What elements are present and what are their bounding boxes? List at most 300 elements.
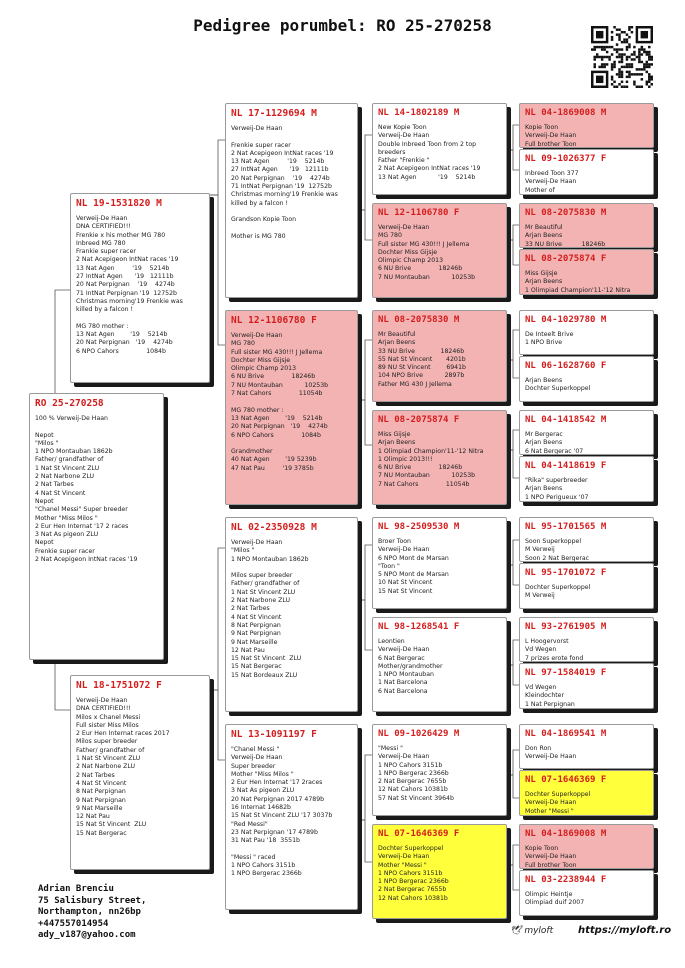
detail-line: Full sister MG 430!!! J Jellema	[378, 240, 470, 248]
detail-line: 1 NPO Cahors 3151b	[231, 862, 296, 870]
detail-line: Mr Beautiful	[525, 224, 563, 231]
father-card	[70, 193, 210, 383]
detail-line: 4 Nat St Vincent	[231, 613, 282, 621]
detail-line: M Verweij	[525, 592, 555, 600]
gen4-card	[519, 870, 654, 916]
detail-line: Grandmother	[231, 448, 273, 456]
detail-line: Father "Frenkie "	[378, 157, 430, 165]
gen4-ring: NL 08-2075874 F	[525, 254, 607, 264]
detail-line: 1 NPO Brive	[525, 339, 563, 347]
detail-line: Verweij-De Haan	[525, 753, 577, 761]
detail-line: killed by a falcon !	[231, 199, 289, 207]
gen4-details	[525, 791, 648, 816]
detail-line: Verweij-De Haan	[525, 799, 577, 807]
detail-line: MG 780	[378, 232, 402, 240]
gen4-ring: NL 04-1418542 M	[525, 415, 607, 425]
gen4-details	[525, 377, 648, 394]
gen4-ring: NL 97-1584019 F	[525, 668, 607, 678]
gen4-card	[519, 410, 654, 455]
gen4-card	[519, 456, 654, 502]
detail-line: Soon 2 Nat Bergerac	[525, 554, 590, 562]
gen3-ring: NL 14-1802189 M	[378, 108, 460, 118]
detail-line: Don Ron	[525, 745, 552, 752]
detail-line: 4 Nat St Vincent	[76, 779, 127, 787]
pigeon-icon: 🕊	[510, 926, 522, 936]
detail-line: Milos super breeder	[231, 572, 293, 580]
detail-line	[231, 440, 352, 448]
detail-line: 2 Nat Acepigeon IntNat races '19	[378, 165, 481, 173]
detail-line: 1 Nat Perpignan	[525, 700, 575, 708]
detail-line: Frenkie super racer	[231, 141, 291, 149]
detail-line: 13 Nat Agen '19 5214b	[76, 264, 170, 272]
detail-line: 15 Nat St Vincent ZLU '17 3037b	[231, 812, 333, 820]
detail-line	[231, 133, 352, 141]
detail-line: "Red Messi"	[231, 820, 268, 828]
detail-line: Vd Wegen	[525, 646, 557, 654]
detail-line: 13 Nat Agen '19 5214b	[76, 331, 168, 339]
gen3-details	[378, 745, 501, 803]
gen4-card	[519, 356, 654, 402]
detail-line: New Kopie Toon	[378, 124, 427, 131]
detail-line: MG 780 mother :	[231, 406, 284, 414]
detail-line: Mr Bergerac	[525, 431, 563, 438]
detail-line: 1 NPO Montauban 1862b	[231, 555, 309, 563]
detail-line: Full sister Miss Milos	[76, 721, 139, 729]
detail-line: 89 NU St Vincent 6941b	[378, 364, 466, 372]
detail-line: Verweij-De Haan	[76, 215, 128, 222]
gen3-details	[378, 845, 501, 903]
detail-line: Nepot	[35, 497, 54, 505]
detail-line: Father/ grandfather of	[76, 746, 145, 754]
detail-line: 1 NPO Cahors 3151b	[378, 761, 443, 769]
gen4-card	[519, 249, 654, 295]
detail-line: DNA CERTIFIED!!!	[76, 705, 131, 713]
detail-line: 12 Nat Pau	[231, 646, 265, 654]
myloft-logo	[510, 926, 553, 936]
detail-line: 15 Nat Bordeaux ZLU	[231, 671, 298, 679]
gen4-details	[525, 538, 648, 562]
mother-details	[76, 697, 204, 838]
father-ring: NL 19-1531820 M	[76, 198, 162, 209]
detail-line	[35, 423, 158, 431]
detail-line: 1 Nat St Vincent ZLU	[35, 464, 100, 472]
detail-line: 15 Nat Bergerac	[76, 829, 127, 837]
gen4-ring: NL 04-1869008 M	[525, 108, 607, 118]
gen4-card	[519, 310, 654, 355]
detail-line: 10 Nat St Vincent	[378, 579, 433, 587]
gen3-ring: NL 09-1026429 M	[378, 729, 460, 739]
detail-line: 1 Nat St Vincent ZLU	[231, 588, 296, 596]
gen4-details	[525, 331, 648, 348]
detail-line: "Milos "	[35, 439, 59, 447]
detail-line: Mother of	[525, 186, 555, 194]
gen3-card	[372, 203, 507, 298]
detail-line: 71 IntNat Perpignan '19 12752b	[76, 289, 177, 297]
gen3-details	[378, 431, 501, 489]
detail-line: 104 NPO Brive 2897b	[378, 372, 465, 380]
owner-address-street: 75 Salisbury Street,	[38, 895, 147, 906]
detail-line: 13 Nat Agen '19 5214b	[231, 414, 323, 422]
detail-line: Leontien	[378, 638, 405, 645]
detail-line: 1 NPO Montauban	[378, 671, 434, 679]
gen4-card	[519, 770, 654, 816]
gen4-details	[525, 124, 648, 148]
gen4-ring: NL 03-2238944 F	[525, 875, 607, 885]
detail-line: 7 NU Montauban 10253b	[378, 273, 476, 281]
detail-line: Arjan Beens	[525, 439, 563, 447]
detail-line: "Chanel Messi" Super breeder	[35, 506, 128, 514]
owner-name: Adrian Brenciu	[38, 884, 114, 894]
detail-line	[231, 208, 352, 216]
detail-line: 7 Nat Cahors 11054b	[231, 390, 323, 398]
owner-contact	[38, 884, 146, 942]
detail-line: Arjan Beens	[378, 339, 416, 347]
gen4-details	[525, 270, 648, 295]
detail-line: 2 Nat Narbone ZLU	[76, 763, 135, 771]
detail-line: 6 NPO Cahors 1084b	[231, 431, 321, 439]
detail-line: 1 NPO Montauban 1862b	[35, 448, 113, 456]
detail-line	[231, 564, 352, 572]
detail-line: 6 NU Brive 18246b	[231, 373, 316, 381]
father-details	[76, 215, 204, 356]
grandparent-details	[231, 332, 352, 473]
detail-line: "Toon "	[378, 562, 400, 570]
detail-line: 2 Nat Narbone ZLU	[231, 597, 290, 605]
gen3-card	[372, 724, 507, 816]
detail-line: 100 % Verweij-De Haan	[35, 415, 108, 422]
grandparent-details	[231, 125, 352, 241]
detail-line: 20 Nat Perpignan '19 4274b	[76, 339, 173, 347]
gen4-ring: NL 08-2075830 M	[525, 208, 607, 218]
detail-line	[76, 315, 204, 323]
detail-line: 12 Nat Pau	[76, 813, 110, 821]
detail-line: Mother is MG 780	[231, 232, 286, 240]
gen3-card	[372, 617, 507, 712]
detail-line: Mother/grandmother	[378, 662, 443, 670]
detail-line: Dochter Superkoppel	[525, 584, 591, 591]
detail-line: Verweij-De Haan	[231, 125, 283, 132]
gen3-ring: NL 12-1106780 F	[378, 208, 460, 218]
detail-line: M Verweij	[525, 546, 555, 554]
detail-line: "Rika" superbreeder	[525, 477, 588, 484]
detail-line: 13 Nat Agen '19 5214b	[378, 173, 476, 181]
detail-line: Miss Gijsje	[525, 270, 558, 277]
detail-line: 2 Eur Hen Internat races 2017	[76, 730, 170, 738]
gen4-details	[525, 891, 648, 908]
detail-line: Frenkie x his mother MG 780	[76, 231, 166, 239]
detail-line: Arjan Beens	[525, 377, 563, 384]
detail-line: De Inteelt Brive	[525, 331, 574, 338]
gen4-details	[525, 684, 648, 709]
detail-line: 2 Nat Narbone ZLU	[35, 473, 94, 481]
detail-line: 9 Nat Perpignan	[76, 796, 126, 804]
logo-text: myloft	[524, 926, 554, 936]
gen4-card	[519, 724, 654, 769]
detail-line: Inbreed Toon 377	[525, 170, 579, 177]
detail-line: Super breeder	[231, 762, 276, 770]
detail-line: 6 Nat Bergerac	[378, 654, 425, 662]
detail-line: 1 NPO Bergerac 2366b	[378, 878, 449, 886]
gen4-card	[519, 617, 654, 662]
detail-line: 6 NPO Mont de Marsan	[378, 554, 449, 562]
detail-line: 47 Nat Pau '19 3785b	[231, 464, 314, 472]
detail-line: 1 Olimpiad Champion'11-'12 Nitra	[378, 447, 484, 455]
gen4-ring: NL 95-1701565 M	[525, 522, 607, 532]
detail-line: 9 Nat Perpignan	[231, 630, 281, 638]
detail-line: 20 Nat Perpignan 2017 4789b	[231, 795, 325, 803]
grandparent-ring: NL 17-1129694 M	[231, 108, 317, 119]
detail-line: 16 Internat 14682b	[231, 804, 291, 812]
detail-line: 6 NPO Cahors 1084b	[76, 347, 166, 355]
detail-line: Dochter Superkoppel	[525, 385, 591, 393]
detail-line: Verweij-De Haan	[231, 539, 283, 546]
gen4-details	[525, 477, 648, 502]
detail-line: 7 Nat Cahors 11054b	[378, 480, 470, 488]
detail-line: Verweij-De Haan	[231, 754, 283, 762]
detail-line: Vd Wegen	[525, 684, 557, 691]
gen3-card	[372, 824, 507, 919]
detail-line: Verweij-De Haan	[378, 753, 430, 761]
detail-line: 2 Nat Tarbes	[76, 771, 115, 779]
detail-line: "Messi " raced	[231, 853, 276, 861]
owner-address-city: Northampton, nn26bp	[38, 907, 141, 917]
detail-line: Olimpiad duif 2007	[525, 899, 585, 907]
detail-line: Arjan Beens	[525, 232, 563, 240]
detail-line: Miss Gijsje	[378, 431, 411, 438]
detail-line: Father/ grandfather of	[35, 456, 104, 464]
grandparent-details	[231, 539, 352, 680]
subject-details	[35, 415, 158, 564]
detail-line: 1 NPO Perigueux '07	[525, 493, 589, 501]
detail-line: 23 Nat Perpignan '17 4789b	[231, 828, 318, 836]
detail-line: 55 Nat St Vincent 4201b	[378, 355, 466, 363]
detail-line: 15 Nat St Vincent ZLU	[76, 821, 147, 829]
detail-line: Olimpic Heintje	[525, 891, 573, 898]
gen4-ring: NL 04-1869008 M	[525, 829, 607, 839]
gen4-details	[525, 431, 648, 455]
gen3-ring: NL 98-1268541 F	[378, 622, 460, 632]
detail-line: 2 Eur Hen Internat '17 2races	[231, 779, 323, 787]
detail-line: DNA CERTIFIED!!!	[76, 223, 131, 231]
detail-line: "Milos "	[231, 547, 255, 555]
detail-line: 33 NU Brive 18246b	[525, 240, 606, 248]
detail-line: Kleindochter	[525, 692, 565, 700]
detail-line: Father MG 430 J Jellema	[378, 380, 452, 388]
detail-line: MG 780 mother :	[76, 322, 129, 330]
detail-line: Inbreed MG 780	[76, 239, 126, 247]
detail-line: Verweij-De Haan	[76, 697, 128, 704]
detail-line: Milos x Chanel Messi	[76, 713, 141, 721]
gen3-ring: NL 08-2075874 F	[378, 415, 460, 425]
detail-line: Soon Superkoppel	[525, 538, 582, 545]
detail-line: 6 Nat Bergerac '07	[525, 447, 584, 455]
detail-line: Verweij-De Haan	[378, 132, 430, 140]
detail-line: 15 Nat St Vincent	[378, 587, 433, 595]
detail-line: 6 Nat Barcelona	[378, 687, 428, 695]
detail-line: 1 NPO Cahors 3151b	[378, 869, 443, 877]
detail-line: 15 Nat Bergerac	[231, 663, 282, 671]
detail-line: Olimpic Champ 2013	[231, 365, 297, 373]
detail-line: Verweij-De Haan	[231, 332, 283, 339]
detail-line	[231, 225, 352, 233]
site-url[interactable]: https://myloft.ro	[578, 925, 672, 936]
gen4-details	[525, 224, 648, 248]
detail-line: killed by a falcon !	[76, 306, 134, 314]
gen4-details	[525, 745, 648, 762]
detail-line: L Hoogervorst	[525, 638, 569, 645]
detail-line: 20 Nat Perpignan '19 4274b	[231, 174, 330, 182]
detail-line: 2 Eur Hen Internat '17 2 races	[35, 522, 129, 530]
gen4-ring: NL 04-1029780 M	[525, 315, 607, 325]
detail-line: Nepot	[35, 431, 54, 439]
detail-line: Frankie super racer	[76, 248, 136, 256]
detail-line: 33 NU Brive 18246b	[378, 347, 465, 355]
detail-line: "Chanel Messi "	[231, 746, 280, 753]
detail-line: 13 Nat Agen '19 5214b	[231, 158, 325, 166]
detail-line: 2 Nat Tarbes	[231, 605, 270, 613]
page-title: Pedigree porumbel: RO 25-270258	[193, 16, 492, 35]
gen4-details	[525, 638, 648, 662]
gen4-details	[525, 170, 648, 195]
detail-line: 5 NPO Mont de Marsan	[378, 571, 449, 579]
detail-line: Verweij-De Haan	[525, 132, 577, 140]
granddam-paternal-card	[225, 310, 358, 505]
detail-line: 3 Nat As pigeon ZLU	[35, 531, 99, 539]
detail-line: 12 Nat Cahors 10381b	[378, 786, 448, 794]
detail-line: Dochter Miss Gijsje	[231, 356, 291, 364]
detail-line: Arjan Beens	[378, 439, 416, 447]
detail-line: 3 Nat As pigeon ZLU	[231, 787, 295, 795]
detail-line: Verweij-De Haan	[378, 646, 430, 654]
detail-line: Nepot	[35, 539, 54, 547]
mother-ring: NL 18-1751072 F	[76, 680, 162, 691]
detail-line: Full sister MG 430!!! J Jellema	[231, 348, 323, 356]
detail-line: 9 Nat Marseille	[76, 804, 123, 812]
subject-ring: RO 25-270258	[35, 398, 104, 409]
gen3-card	[372, 517, 507, 609]
detail-line: Full brother Toon	[525, 140, 577, 148]
detail-line: Dochter Miss Gijsje	[378, 248, 438, 256]
detail-line: 2 Nat Acepigeon IntNat races '19	[35, 556, 138, 564]
detail-line: Verweij-De Haan	[378, 853, 430, 861]
detail-line	[231, 846, 352, 854]
detail-line: Broer Toon	[378, 538, 411, 545]
detail-line: Mother "Messi "	[378, 861, 427, 869]
gen3-details	[378, 331, 501, 389]
detail-line: 1 Nat St Vincent ZLU	[76, 755, 141, 763]
detail-line: Dochter Superkoppel	[378, 845, 444, 852]
detail-line: 2 Nat Acepigeon IntNat races '19	[231, 149, 334, 157]
detail-line: Kopie Toon	[525, 124, 559, 131]
granddam-maternal-card	[225, 724, 358, 910]
detail-line: 6 NU Brive 18246b	[378, 464, 463, 472]
detail-line: Milos super breeder	[76, 738, 138, 746]
detail-line: 27 IntNat Agen '19 12111b	[231, 166, 329, 174]
gen3-ring: NL 07-1646369 F	[378, 829, 460, 839]
detail-line: 1 NPO Bergerac 2366b	[378, 769, 449, 777]
gen4-card	[519, 517, 654, 562]
grandparent-ring: NL 13-1091197 F	[231, 729, 317, 740]
mother-card	[70, 675, 210, 870]
gen3-card	[372, 410, 507, 505]
gen3-details	[378, 638, 501, 696]
detail-line: 4 Nat St Vincent	[35, 489, 86, 497]
detail-line: 6 NU Brive 18246b	[378, 265, 463, 273]
gen4-card	[519, 103, 654, 148]
detail-line: Mr Beautiful	[378, 331, 416, 338]
gen4-card	[519, 824, 654, 869]
detail-line: 15 Nat St Vincent ZLU	[231, 655, 302, 663]
detail-line: Verweij-De Haan	[378, 546, 430, 554]
gen4-card	[519, 563, 654, 609]
detail-line: 8 Nat Perpignan	[231, 621, 281, 629]
detail-line: 1 Nat Barcelona	[378, 679, 428, 687]
gen4-ring: NL 93-2761905 M	[525, 622, 607, 632]
detail-line: 40 Nat Agen '19 5239b	[231, 456, 317, 464]
owner-email: ady_v187@yahoo.com	[38, 930, 136, 940]
gen3-card	[372, 103, 507, 195]
detail-line	[231, 398, 352, 406]
detail-line: Verweij-De Haan	[378, 224, 430, 231]
detail-line: Father/ grandfather of	[231, 580, 300, 588]
detail-line: 8 Nat Perpignan	[76, 788, 126, 796]
grandparent-ring: NL 02-2350928 M	[231, 522, 317, 533]
detail-line: Grandson Kopie Toon	[231, 216, 297, 224]
gen4-ring: NL 95-1701072 F	[525, 568, 607, 578]
gen4-card	[519, 149, 654, 195]
gen4-details	[525, 845, 648, 869]
gen3-ring: NL 98-2509530 M	[378, 522, 460, 532]
gen4-ring: NL 07-1646369 F	[525, 775, 607, 785]
detail-line: 27 IntNat Agen '19 12111b	[76, 273, 174, 281]
detail-line: 7 NU Montauban 10253b	[231, 381, 329, 389]
detail-line: 20 Nat Perpignan '19 4274b	[76, 281, 175, 289]
gen3-ring: NL 08-2075830 M	[378, 315, 460, 325]
detail-line: 7 prizes erote fond	[525, 654, 584, 662]
detail-line: Mother "Miss Milos "	[35, 514, 98, 522]
detail-line: 12 Nat Cahors 10381b	[378, 894, 448, 902]
grandsire-maternal-card	[225, 517, 358, 712]
detail-line: 1 NPO Bergerac 2366b	[231, 870, 302, 878]
detail-line: 2 Nat Tarbes	[35, 481, 74, 489]
gen4-ring: NL 04-1418619 F	[525, 461, 607, 471]
detail-line: 1 Olimpic 2013!!!	[378, 455, 433, 463]
detail-line: 9 Nat Marseille	[231, 638, 278, 646]
detail-line: Arjan Beens	[525, 485, 563, 493]
detail-line: Mother "Miss Milos "	[231, 770, 294, 778]
detail-line: 7 NU Montauban 10253b	[378, 472, 476, 480]
gen4-card	[519, 203, 654, 248]
detail-line: Arjan Beens	[525, 278, 563, 286]
detail-line: Christmas morning'19 Frenkie was	[76, 297, 183, 305]
detail-line: Frenkie super racer	[35, 547, 95, 555]
detail-line: 20 Nat Perpignan '19 4274b	[231, 423, 328, 431]
gen4-details	[525, 584, 648, 601]
detail-line: 57 Nat St Vincent 3964b	[378, 794, 454, 802]
grandsire-paternal-card	[225, 103, 358, 298]
detail-line: Verweij-De Haan	[525, 178, 577, 186]
gen4-card	[519, 663, 654, 709]
gen4-ring: NL 09-1026377 F	[525, 154, 607, 164]
detail-line: Kopie Toon	[525, 845, 559, 852]
gen3-details	[378, 224, 501, 282]
detail-line: 2 Nat Bergerac 7655b	[378, 886, 447, 894]
detail-line: Mother "Messi "	[525, 807, 574, 815]
gen4-ring: NL 06-1628760 F	[525, 361, 607, 371]
detail-line: Verweij-De Haan	[525, 853, 577, 861]
detail-line: 31 Nat Pau '18 3551b	[231, 837, 300, 845]
owner-phone: +447557014954	[38, 918, 109, 929]
